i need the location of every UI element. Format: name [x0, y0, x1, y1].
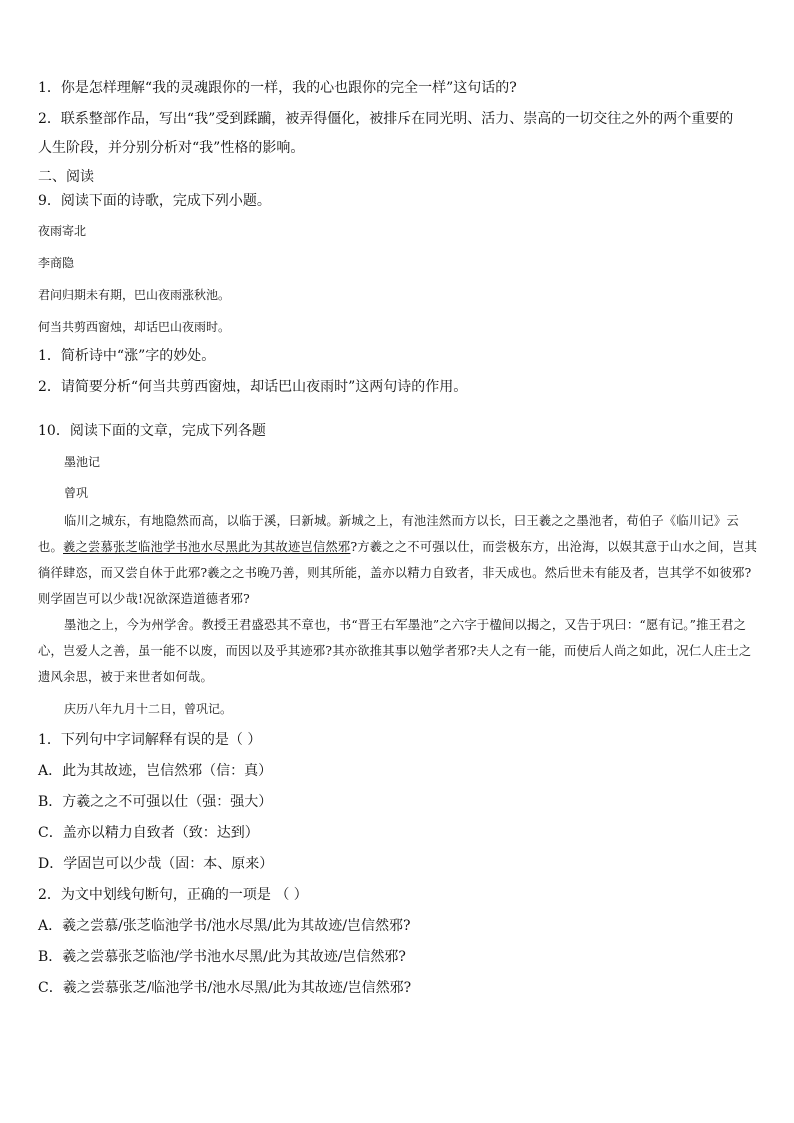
- exam-page: [38, 78, 760, 1009]
- q10-sub-2-option-a: A．羲之尝慕/张芝临池学书/池水尽黑/此为其故迹/岂信然邪?: [38, 918, 411, 934]
- q10-sub-1-option-c: C．盖亦以精力自致者（致：达到）: [38, 825, 259, 841]
- passage-body: [38, 508, 760, 690]
- q9-sub-2: 2．请简要分析“何当共剪西窗烛，却话巴山夜雨时”这两句诗的作用。: [38, 379, 468, 395]
- passage-author: 曾巩: [64, 486, 89, 500]
- q10-prompt: 10．阅读下面的文章，完成下列各题: [38, 423, 266, 439]
- question-1: 1．你是怎样理解“我的灵魂跟你的一样，我的心也跟你的完全一样”这句话的?: [38, 80, 517, 96]
- question-2-line-1: 2．联系整部作品，写出“我”受到蹂躏，被弄得僵化，被排斥在同光明、活力、崇高的一切交往之外的两个重要的: [38, 111, 734, 127]
- q9-prompt: 9．阅读下面的诗歌，完成下列小题。: [38, 193, 271, 209]
- poem-line-2: 何当共剪西窗烛，却话巴山夜雨时。: [38, 320, 231, 334]
- q10-sub-1-stem: 1．下列句中字词解释有误的是（ ）: [38, 732, 262, 748]
- underlined-sentence: 羲之尝慕张芝临池学书池水尽黑此为其故迹岂信然邪: [63, 540, 351, 554]
- q10-sub-1-option-b: B．方羲之之不可强以仕（强：强大）: [38, 794, 273, 810]
- q9-sub-1: 1．简析诗中“涨”字的妙处。: [38, 348, 216, 364]
- poem-line-1: 君问归期未有期，巴山夜雨涨秋池。: [38, 288, 231, 302]
- passage-paragraph-1: 临川之城东，有地隐然而高，以临于溪，曰新城。新城之上，有池洼然而方以长，曰王羲之之墨池者，荀伯子《临川记》云也。羲之尝慕张芝临池学书池水尽黑此为其故迹岂信然邪?方羲之之不可强以仕，而尝极东方，出沧海，以娱其意于山水之间，岂其徜徉肆恣，而又尝自休于此邪?羲之之书晚乃善，则其所能，盖亦以精力自致者，非天成也。然后世未有能及者，岂其学不如彼邪?则学固岂可以少哉!况欲深造道德者邪?: [38, 514, 758, 606]
- q10-sub-1-option-a: A．此为其故迹，岂信然邪（信：真）: [38, 763, 273, 779]
- passage-date: 庆历八年九月十二日，曾巩记。: [64, 702, 233, 716]
- passage-paragraph-2: 墨池之上，今为州学舍。教授王君盛恐其不章也，书“晋王右军墨池”之六字于楹间以揭之，又告于巩曰：“愿有记。”推王君之心，岂爱人之善，虽一能不以废，而因以及乎其迹邪?其亦欲推其事以勉学者邪?夫人之有一能，而使后人尚之如此，况仁人庄士之遗风余思，被于来世者如何哉。: [38, 618, 752, 684]
- section-heading: 二、阅读: [38, 169, 94, 185]
- q10-sub-2-stem: 2．为文中划线句断句，正确的一项是 （ ）: [38, 887, 308, 903]
- poem-author: 李商隐: [38, 256, 75, 270]
- passage-title: 墨池记: [64, 455, 101, 469]
- q10-sub-1-option-d: D．学固岂可以少哉（固：本、原来）: [38, 856, 274, 872]
- q10-sub-2-option-b: B．羲之尝慕张芝临池/学书池水尽黑/此为其故迹/岂信然邪?: [38, 949, 406, 965]
- q10-sub-2-option-c: C．羲之尝慕张芝/临池学书/池水尽黑/此为其故迹/岂信然邪?: [38, 980, 412, 996]
- poem-title: 夜雨寄北: [38, 224, 87, 238]
- question-2-line-2: 人生阶段，并分别分析对“我”性格的影响。: [38, 140, 305, 156]
